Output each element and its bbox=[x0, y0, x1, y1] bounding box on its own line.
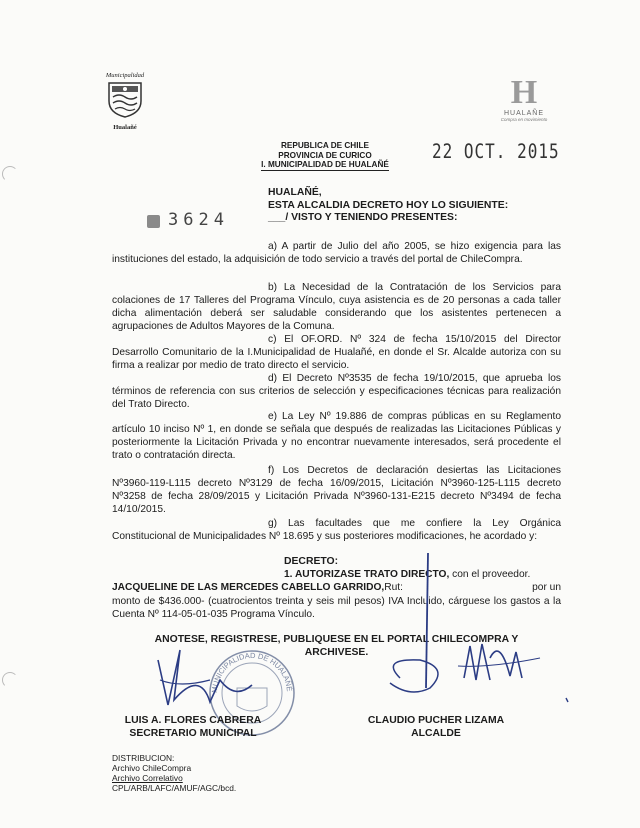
closing-line: ARCHIVESE. bbox=[304, 647, 369, 658]
amount-line: monto de $436.000- (cuatrocientos treinta y seis mil pesos) IVA Incluido, cárguese los gastos a la Cuenta Nº 114-05-01-035 Programa Vínculo. bbox=[112, 596, 561, 620]
intro-city: HUALAÑÉ, bbox=[268, 187, 322, 198]
decreto-item-1-rest: con el proveedor. bbox=[452, 569, 531, 580]
stamp-mark-icon bbox=[147, 215, 160, 228]
signatory-name: CLAUDIO PUCHER LIZAMA bbox=[367, 715, 505, 726]
distribution-item: Archivo Correlativo bbox=[112, 773, 183, 783]
paragraph-a: a) A partir de Julio del año 2005, se hizo exigencia para las instituciones del estado, la adquisición de todo servicio a través del portal de ChileCompra. bbox=[112, 241, 561, 265]
date-stamp: 22 OCT. 2015 bbox=[432, 140, 560, 163]
logo-name: HUALAÑE bbox=[503, 110, 545, 117]
distribution-block bbox=[112, 753, 236, 793]
signature-right bbox=[346, 714, 526, 740]
decreto-heading: DECRETO: bbox=[284, 556, 339, 567]
intro-visto: ___/ VISTO Y TENIENDO PRESENTES: bbox=[268, 212, 458, 223]
signature-right-icon bbox=[340, 548, 570, 708]
paragraph-f: f) Los Decretos de declaración desiertas las Licitaciones Nº3960-119-L115 decreto Nº3129 de fecha 16/09/2015, Licitación Nº3960-125-L115 decreto Nº3258 de fecha 28/09/2015 y Licitación Privada Nº3960-131-E215 decreto Nº3494 de fecha 14/10/2015. bbox=[112, 465, 561, 515]
crest-shield-icon bbox=[105, 79, 145, 119]
punch-hole bbox=[2, 672, 18, 688]
stamp-text: MUNICIPALIDAD DE HUALAÑÉ bbox=[209, 650, 295, 694]
decreto-item-1-bold: 1. AUTORIZASE TRATO DIRECTO, bbox=[284, 569, 450, 580]
letterhead-line: PROVINCIA DE CURICO bbox=[278, 150, 372, 160]
distribution-item: Archivo ChileCompra bbox=[112, 763, 192, 773]
signatory-role: SECRETARIO MUNICIPAL bbox=[129, 728, 257, 739]
municipal-crest bbox=[100, 72, 150, 131]
punch-hole bbox=[2, 166, 18, 182]
decree-number: 3624 bbox=[168, 210, 229, 230]
closing-line: ANOTESE, REGISTRESE, PUBLIQUESE EN EL PORTAL CHILECOMPRA Y bbox=[154, 634, 519, 645]
intro-block bbox=[268, 187, 508, 225]
signature-left-icon bbox=[140, 640, 270, 720]
provider-name: JACQUELINE DE LAS MERCEDES CABELLO GARRIDO, bbox=[112, 582, 385, 593]
distribution-item: CPL/ARB/LAFC/AMUF/AGC/bcd. bbox=[112, 783, 237, 793]
crest-bottom-text: Hualañé bbox=[113, 124, 137, 131]
distribution-heading: DISTRIBUCION: bbox=[112, 753, 175, 763]
paragraph-b: b) La Necesidad de la Contratación de los Servicios para colaciones de 17 Talleres del Programa Vínculo, cuya asistencia es de 20 personas a cada taller dicha alimentación deberá ser saludable considerando que los asistentes pertenecen a agrupaciones de Adultos Mayores de la Comuna. bbox=[112, 282, 561, 332]
paragraph-g: g) Las facultades que me confiere la Ley Orgánica Constitucional de Municipalidades Nº 18.695 y sus posteriores modificaciones, he acordado y: bbox=[112, 518, 561, 542]
crest-top-text: Municipalidad bbox=[105, 72, 145, 79]
hualane-logo bbox=[494, 76, 554, 122]
logo-tagline: Compra en movimiento bbox=[500, 117, 548, 122]
signatory-role: ALCALDE bbox=[411, 728, 461, 739]
paragraph-d: d) El Decreto Nº3535 de fecha 19/10/2015, que aprueba los términos de referencia con sus criterios de selección y especificaciones técnicas para realización del Trato Directo. bbox=[112, 373, 561, 410]
paragraph-c: c) El OF.ORD. Nº 324 de fecha 15/10/2015 del Director Desarrollo Comunitario de la I.Municipalidad de Hualañé, en donde el Sr. Alcalde autoriza con su firma a realizar por medio de trato directo el servicio. bbox=[112, 334, 561, 371]
letterhead bbox=[250, 141, 400, 171]
letterhead-line: REPUBLICA DE CHILE bbox=[281, 141, 369, 150]
rut-after: por un bbox=[532, 582, 561, 593]
signature-left bbox=[108, 714, 278, 740]
letterhead-line: I. MUNICIPALIDAD DE HUALAÑÉ bbox=[261, 160, 389, 169]
logo-mark: H bbox=[510, 74, 538, 111]
rut-label: Rut: bbox=[384, 582, 403, 593]
intro-heading: ESTA ALCALDIA DECRETO HOY LO SIGUIENTE: bbox=[268, 199, 509, 211]
signatory-name: LUIS A. FLORES CABRERA bbox=[124, 715, 262, 726]
paragraph-e: e) La Ley Nº 19.886 de compras públicas en su Reglamento artículo 10 inciso Nº 1, en donde se señala que después de realizadas las Licitaciones Públicas y posteriormente la Licitación Privada y no encontrar nuevamente interesados, será procedente el trato o contratación directa. bbox=[112, 411, 561, 461]
